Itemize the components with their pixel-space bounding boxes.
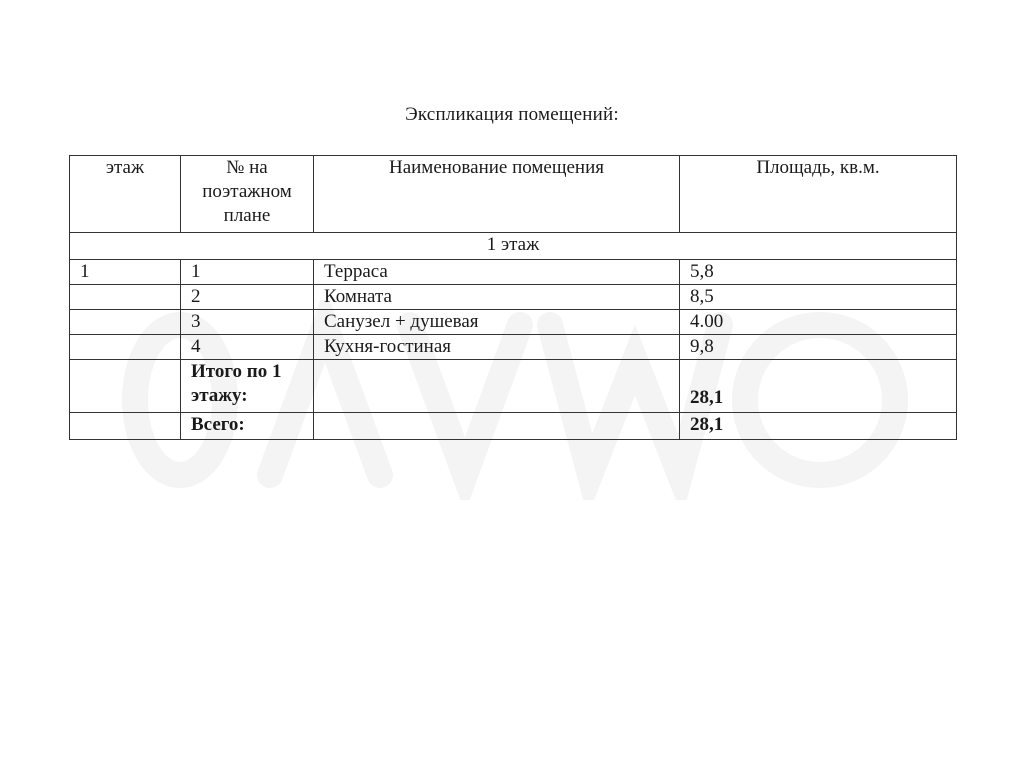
total-area: 28,1 <box>680 413 957 440</box>
header-plan-number: № на поэтажном плане <box>181 156 314 233</box>
explication-table <box>69 155 957 440</box>
header-room-name: Наименование помещения <box>314 156 680 233</box>
cell-room-name: Комната <box>314 285 680 310</box>
cell-floor <box>70 335 181 360</box>
cell-number: 1 <box>181 260 314 285</box>
cell-room-name: Терраса <box>314 260 680 285</box>
cell-floor <box>70 413 181 440</box>
header-floor: этаж <box>70 156 181 233</box>
cell-room-name: Кухня-гостиная <box>314 335 680 360</box>
cell-floor <box>70 360 181 413</box>
cell-number: 2 <box>181 285 314 310</box>
cell-room-name <box>314 360 680 413</box>
cell-area: 9,8 <box>680 335 957 360</box>
table-row <box>70 285 957 310</box>
floor-section-title: 1 этаж <box>70 233 957 260</box>
table-row <box>70 310 957 335</box>
total-label: Всего: <box>181 413 314 440</box>
cell-floor <box>70 310 181 335</box>
subtotal-area: 28,1 <box>680 360 957 413</box>
header-area: Площадь, кв.м. <box>680 156 957 233</box>
cell-area: 4.00 <box>680 310 957 335</box>
table-header-row <box>70 156 957 233</box>
cell-area: 8,5 <box>680 285 957 310</box>
document-title: Экспликация помещений: <box>405 104 619 125</box>
table-row <box>70 335 957 360</box>
total-row <box>70 413 957 440</box>
cell-floor <box>70 285 181 310</box>
subtotal-label: Итого по 1 этажу: <box>181 360 314 413</box>
cell-room-name <box>314 413 680 440</box>
cell-area: 5,8 <box>680 260 957 285</box>
cell-number: 4 <box>181 335 314 360</box>
cell-number: 3 <box>181 310 314 335</box>
cell-floor: 1 <box>70 260 181 285</box>
floor-section-row <box>70 233 957 260</box>
cell-room-name: Санузел + душевая <box>314 310 680 335</box>
table-row <box>70 260 957 285</box>
subtotal-row <box>70 360 957 413</box>
